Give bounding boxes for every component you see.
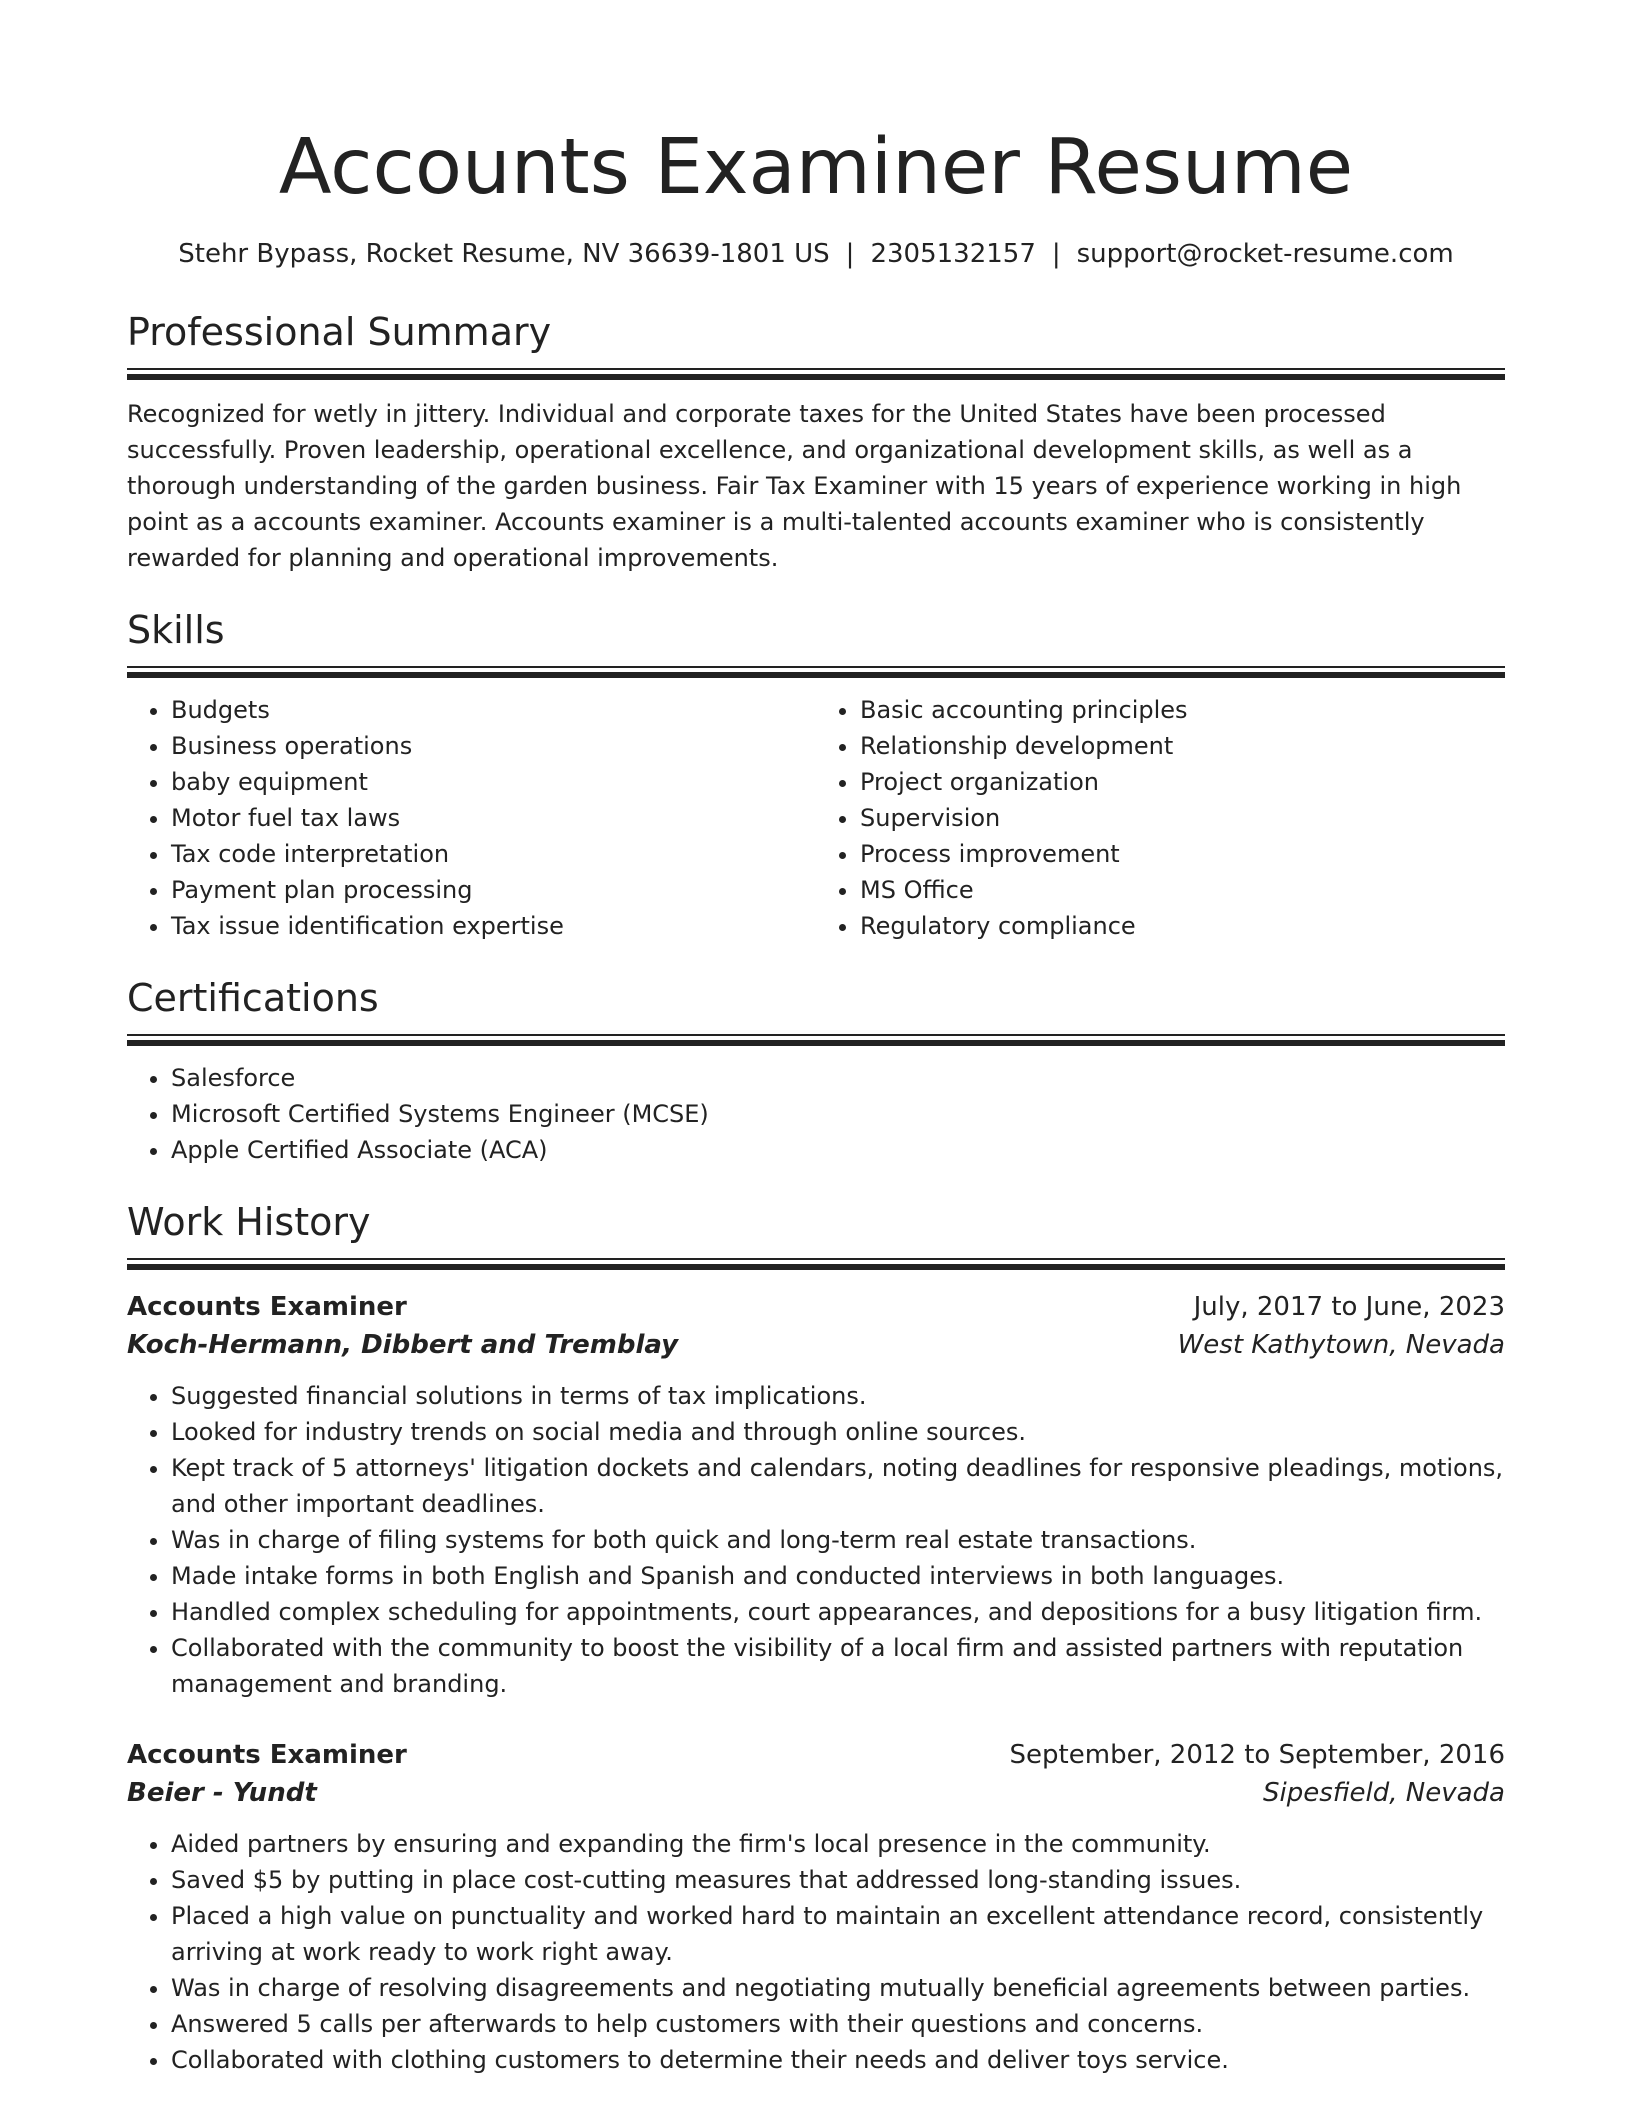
- skills-list-right: [816, 692, 1505, 944]
- skill-item: • Budgets: [171, 692, 816, 728]
- job-bullet: • Saved $5 by putting in place cost-cutting measures that addressed long-standing issues.: [171, 1862, 1505, 1898]
- job-bullet: • Collaborated with the community to boost the visibility of a local firm and assisted partners with reputation management and branding.: [171, 1630, 1505, 1702]
- job-responsibilities-list: [127, 1826, 1505, 2078]
- section-heading-skills: Skills: [127, 608, 225, 652]
- job-bullet: • Collaborated with clothing customers to determine their needs and deliver toys service.: [171, 2042, 1505, 2078]
- summary-text: Recognized for wetly in jittery. Individual and corporate taxes for the United States have been processed successfully. Proven leadership, operational excellence, and organizational development skills, as well as a thorough understanding of the garden business. Fair Tax Examiner with 15 years of experience working in high point as a accounts examiner. Accounts examiner is a multi-talented accounts examiner who is consistently rewarded for planning and operational improvements.: [127, 400, 1462, 572]
- job-bullet: • Looked for industry trends on social media and through online sources.: [171, 1414, 1505, 1450]
- skill-item: • Tax issue identification expertise: [171, 908, 816, 944]
- skills-columns: [127, 692, 1505, 944]
- skills-list-left: [127, 692, 816, 944]
- job-company: Koch-Hermann, Dibbert and Tremblay: [127, 1330, 679, 1360]
- contact-separator: |: [845, 239, 855, 269]
- job-header-row: [127, 1736, 1505, 1774]
- job-bullet: • Handled complex scheduling for appointments, court appearances, and depositions for a busy litigation firm.: [171, 1594, 1505, 1630]
- work-history-section: [127, 1198, 1505, 2078]
- section-divider: [127, 1034, 1505, 1046]
- skill-item: • Relationship development: [860, 728, 1505, 764]
- skill-item: • baby equipment: [171, 764, 816, 800]
- skill-item: • MS Office: [860, 872, 1505, 908]
- job-location: West Kathytown, Nevada: [1177, 1330, 1505, 1360]
- certifications-list: [127, 1060, 1505, 1168]
- skills-section: [127, 606, 1505, 944]
- skill-item: • Supervision: [860, 800, 1505, 836]
- section-divider: [127, 1258, 1505, 1270]
- certification-item: • Apple Certified Associate (ACA): [171, 1132, 1505, 1168]
- job-bullet: • Kept track of 5 attorneys' litigation dockets and calendars, noting deadlines for responsive pleadings, motions, and other important deadlines.: [171, 1450, 1505, 1522]
- job-bullet: • Was in charge of resolving disagreements and negotiating mutually beneficial agreements between parties.: [171, 1970, 1505, 2006]
- certification-item: • Microsoft Certified Systems Engineer (MCSE): [171, 1096, 1505, 1132]
- skill-item: • Payment plan processing: [171, 872, 816, 908]
- skill-item: • Project organization: [860, 764, 1505, 800]
- skill-item: • Business operations: [171, 728, 816, 764]
- job-bullet: • Suggested financial solutions in terms of tax implications.: [171, 1378, 1505, 1414]
- job-company: Beier - Yundt: [127, 1778, 317, 1808]
- professional-summary-section: [127, 308, 1505, 576]
- job-header-row: [127, 1288, 1505, 1326]
- section-divider: [127, 666, 1505, 678]
- contact-line: [127, 236, 1505, 272]
- job-subheader-row: [127, 1326, 1505, 1364]
- section-divider: [127, 368, 1505, 380]
- job-location: Sipesfield, Nevada: [1262, 1778, 1505, 1808]
- job-dates: September, 2012 to September, 2016: [1009, 1740, 1505, 1770]
- skill-item: • Basic accounting principles: [860, 692, 1505, 728]
- section-heading-certifications: Certifications: [127, 976, 379, 1020]
- job-responsibilities-list: [127, 1378, 1505, 1702]
- section-heading-work-history: Work History: [127, 1200, 371, 1244]
- contact-separator: |: [1051, 239, 1061, 269]
- skill-item: • Motor fuel tax laws: [171, 800, 816, 836]
- certification-item: • Salesforce: [171, 1060, 1505, 1096]
- job-bullet: • Aided partners by ensuring and expanding the firm's local presence in the community.: [171, 1826, 1505, 1862]
- job-bullet: • Made intake forms in both English and Spanish and conducted interviews in both languages.: [171, 1558, 1505, 1594]
- certifications-section: [127, 974, 1505, 1168]
- job-subheader-row: [127, 1774, 1505, 1812]
- resume-title: Accounts Examiner Resume: [278, 123, 1354, 212]
- skill-item: • Process improvement: [860, 836, 1505, 872]
- job-bullet: • Was in charge of filing systems for both quick and long-term real estate transactions.: [171, 1522, 1505, 1558]
- skill-item: • Regulatory compliance: [860, 908, 1505, 944]
- job-title: Accounts Examiner: [127, 1740, 407, 1770]
- contact-address: Stehr Bypass, Rocket Resume, NV 36639-1801 US: [178, 239, 830, 269]
- job-bullet: • Placed a high value on punctuality and worked hard to maintain an excellent attendance record, consistently arriving at work ready to work right away.: [171, 1898, 1505, 1970]
- skill-item: • Tax code interpretation: [171, 836, 816, 872]
- job-entry: [127, 1736, 1505, 2078]
- contact-phone: 2305132157: [870, 239, 1036, 269]
- job-dates: July, 2017 to June, 2023: [1193, 1292, 1505, 1322]
- job-entry: [127, 1288, 1505, 1702]
- section-heading-summary: Professional Summary: [127, 310, 552, 354]
- contact-email: support@rocket-resume.com: [1076, 239, 1454, 269]
- job-bullet: • Answered 5 calls per afterwards to help customers with their questions and concerns.: [171, 2006, 1505, 2042]
- job-title: Accounts Examiner: [127, 1292, 407, 1322]
